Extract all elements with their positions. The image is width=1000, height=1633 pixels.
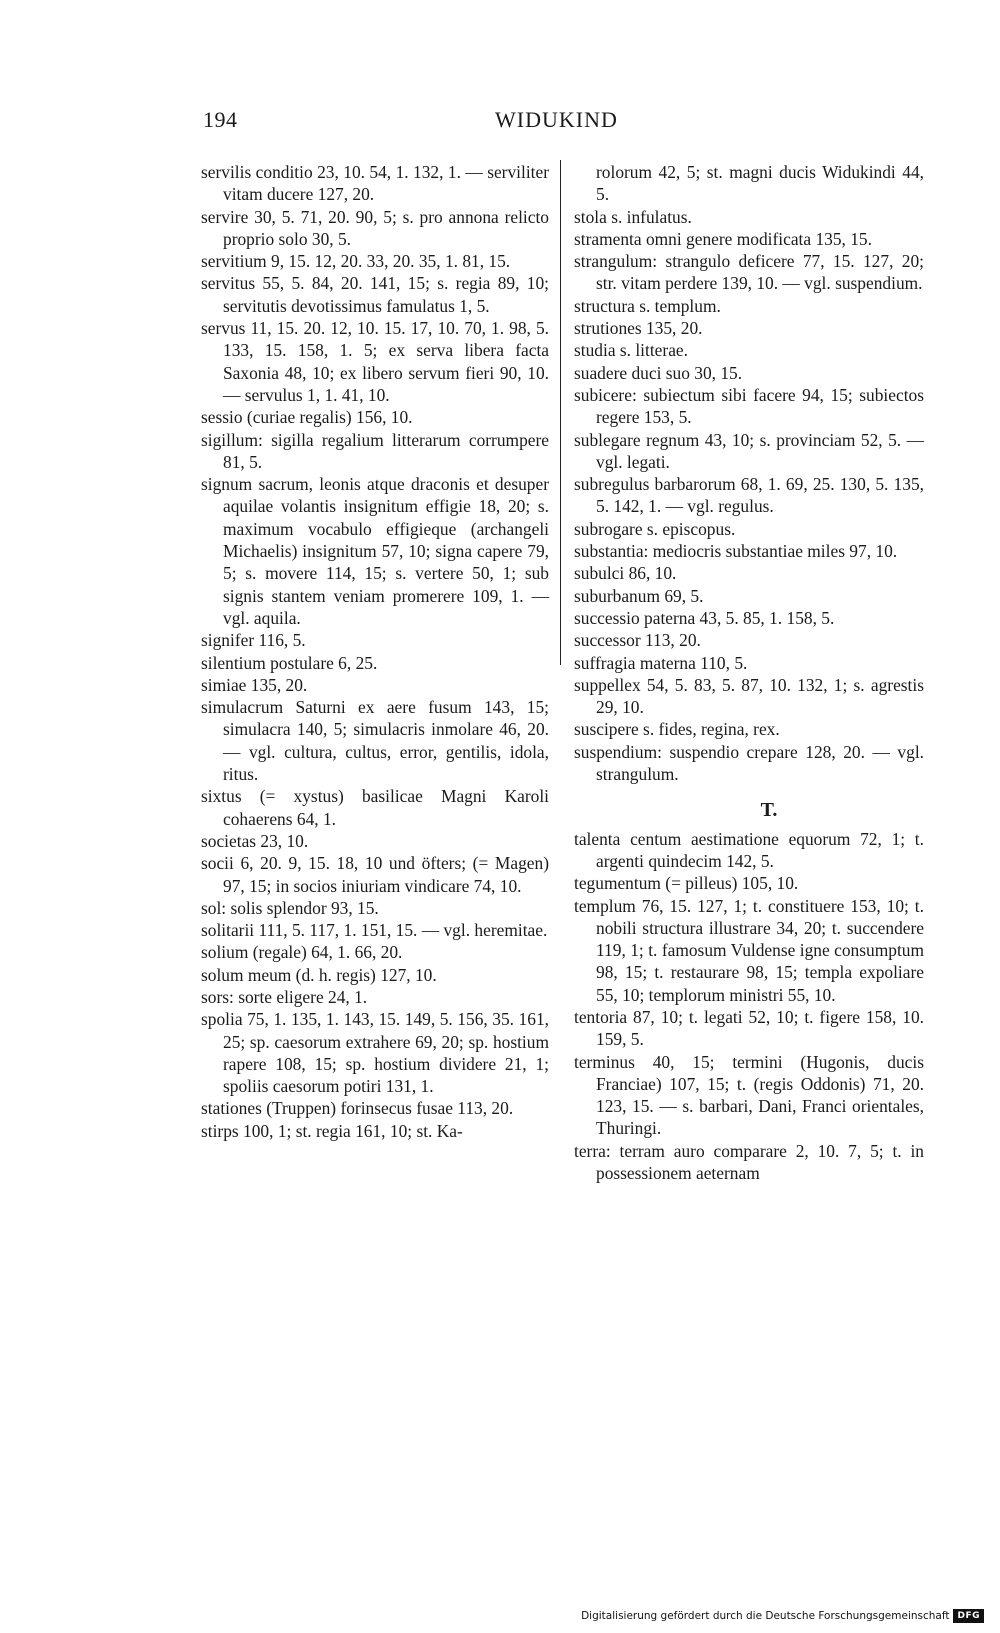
index-entry: stramenta omni genere modificata 135, 15. [574,228,872,249]
index-entry: successor 113, 20. [574,630,701,651]
index-entry: servilis conditio 23, 10. 54, 1. 132, 1. — serviliter vitam ducere 127, 20. [201,162,549,205]
dfg-logo-icon: DFG [953,1609,984,1623]
index-entry: terra: terram auro comparare 2, 10. 7, 5; t. in possessionem aeternam [574,1140,924,1184]
index-entry: socii 6, 20. 9, 15. 18, 10 und öfters; (= Magen) 97, 15; in socios iniuriam vindicare 74, 10. [201,853,549,896]
index-entry: servitium 9, 15. 12, 20. 33, 20. 35, 1. 81, 15. [201,251,511,272]
index-column-left [201,161,549,1142]
index-entry: subrogare s. episcopus. [574,518,736,539]
index-entry: suffragia materna 110, 5. [574,652,748,673]
index-entry: studia s. litterae. [574,340,688,361]
index-entry: successio paterna 43, 5. 85, 1. 158, 5. [574,607,835,628]
index-entry: subicere: subiectum sibi facere 94, 15; subiectos regere 153, 5. [574,384,924,428]
index-entry: servus 11, 15. 20. 12, 10. 15. 17, 10. 70, 1. 98, 5. 133, 15. 158, 1. 5; ex serva libera facta Saxonia 48, 10; ex libero servum fieri 90, 10. — servulus 1, 1. 41, 10. [201,318,549,405]
index-entry: signifer 116, 5. [201,630,306,651]
footer-credit-text: Digitalisierung gefördert durch die Deutsche Forschungsgemeinschaft [581,1610,950,1622]
index-entry: servitus 55, 5. 84, 20. 141, 15; s. regia 89, 10; servitutis devotissimus famulatus 1, 5. [201,273,549,316]
index-entry: tentoria 87, 10; t. legati 52, 10; t. figere 158, 10. 159, 5. [574,1006,924,1050]
index-entry-continuation: rolorum 42, 5; st. magni ducis Widukindi 44, 5. [596,162,924,205]
index-entry: solum meum (d. h. regis) 127, 10. [201,964,437,985]
index-entry: sigillum: sigilla regalium litterarum corrumpere 81, 5. [201,429,549,472]
index-entry: substantia: mediocris substantiae miles 97, 10. [574,541,898,562]
index-entry: stola s. infulatus. [574,206,692,227]
index-entry: structura s. templum. [574,295,721,316]
digitization-footer [581,1609,984,1623]
index-entry: sors: sorte eligere 24, 1. [201,986,368,1007]
index-entry: solium (regale) 64, 1. 66, 20. [201,942,403,963]
index-entry: stationes (Truppen) forinsecus fusae 113, 20. [201,1098,514,1119]
index-entry: suadere duci suo 30, 15. [574,362,743,383]
index-entry: simiae 135, 20. [201,674,308,695]
index-entry: terminus 40, 15; termini (Hugonis, ducis Franciae) 107, 15; t. (regis Oddonis) 71, 20. 123, 15. — s. barbari, Dani, Franci orientales, Thuringi. [574,1051,924,1139]
index-entry: sol: solis splendor 93, 15. [201,897,379,918]
index-entry: stirps 100, 1; st. regia 161, 10; st. Ka- [201,1120,463,1141]
index-entry: suspendium: suspendio crepare 128, 20. — vgl. strangulum. [574,741,924,785]
index-entry: templum 76, 15. 127, 1; t. constituere 153, 10; t. nobili structura illustrare 34, 20; t. succendere 119, 1; t. famosum Vuldense igne consumptum 98, 15; t. restaurare 98, 15; templa expoliare 55, 10; templorum ministri 55, 10. [574,895,924,1005]
index-entry: talenta centum aestimatione equorum 72, 1; t. argenti quindecim 142, 5. [574,828,924,871]
index-entry: suscipere s. fides, regina, rex. [574,719,780,740]
page-number: 194 [203,107,238,132]
index-entry: suppellex 54, 5. 83, 5. 87, 10. 132, 1; s. agrestis 29, 10. [574,674,924,718]
index-entry: subulci 86, 10. [574,563,677,584]
index-entry: servire 30, 5. 71, 20. 90, 5; s. pro annona relicto proprio solo 30, 5. [201,206,549,249]
column-divider [560,160,561,665]
index-entry: suburbanum 69, 5. [574,585,704,606]
index-entry: strutiones 135, 20. [574,318,703,339]
index-entry: spolia 75, 1. 135, 1. 143, 15. 149, 5. 156, 35. 161, 25; sp. caesorum extrahere 69, 20; sp. hostium rapere 108, 15; sp. hostium dividere 21, 1; spoliis caesorum potiri 131, 1. [201,1009,549,1097]
index-entry: solitarii 111, 5. 117, 1. 151, 15. — vgl. heremitae. [201,920,548,941]
index-entry: silentium postulare 6, 25. [201,652,378,673]
index-entry: signum sacrum, leonis atque draconis et desuper aquilae volantis insignitum effigie 18, 20; s. maximum vocabulo effigieque (archangeli Michaelis) insignitum 57, 10; signa capere 79, 5; s. movere 114, 15; s. vertere 50, 1; sub signis stantem veniam promerere 109, 1. — vgl. aquila. [201,474,549,628]
index-entry: sixtus (= xystus) basilicae Magni Karoli cohaerens 64, 1. [201,786,549,829]
index-entry: simulacrum Saturni ex aere fusum 143, 15; simulacra 140, 5; simulacris inmolare 46, 20. — vgl. cultura, cultus, error, gentilis, idola, ritus. [201,697,549,785]
index-column-right [574,161,924,1184]
index-entry: sublegare regnum 43, 10; s. provinciam 52, 5. — vgl. legati. [574,429,924,472]
section-letter-heading: T. [760,799,778,822]
index-entry: subregulus barbarorum 68, 1. 69, 25. 130, 5. 135, 5. 142, 1. — vgl. regulus. [574,474,924,517]
running-head: WIDUKIND [495,107,618,132]
index-entry: sessio (curiae regalis) 156, 10. [201,407,413,428]
index-entry: societas 23, 10. [201,830,309,851]
index-entry: tegumentum (= pilleus) 105, 10. [574,873,799,894]
index-entry: strangulum: strangulo deficere 77, 15. 127, 20; str. vitam perdere 139, 10. — vgl. suspendium. [574,251,924,294]
